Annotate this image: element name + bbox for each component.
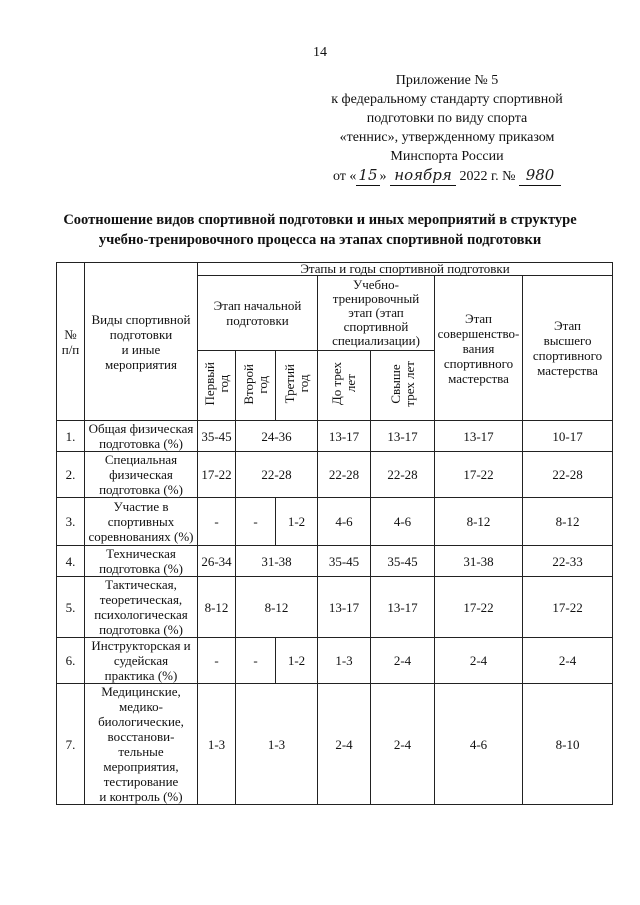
appendix-line-2: к федеральному стандарту спортивной <box>331 92 563 107</box>
date-prefix: от « <box>332 169 357 184</box>
cell-year-3: 1-2 <box>276 638 318 684</box>
page-number: 14 <box>313 45 327 60</box>
cell-year-1: 8-12 <box>198 577 236 638</box>
header-up-to-3-years: До трех лет <box>329 362 358 406</box>
header-types: Виды спортивной подготовки и иные мероприятия <box>85 263 198 421</box>
document-title <box>40 210 600 250</box>
date-year: 2022 г. № <box>459 169 516 184</box>
cell-year-1: 35-45 <box>198 421 236 452</box>
cell-year-3: 1-2 <box>276 498 318 546</box>
cell-highest: 22-28 <box>523 452 613 498</box>
cell-over-3: 2-4 <box>371 684 435 805</box>
header-stage-training: Учебно- тренировочный этап (этап спортивной специализации) <box>318 276 435 351</box>
cell-over-3: 13-17 <box>371 421 435 452</box>
cell-over-3: 35-45 <box>371 546 435 577</box>
cell-year-1: - <box>198 498 236 546</box>
appendix-line-4: «теннис», утвержденному приказом <box>339 130 555 145</box>
table-row <box>57 546 613 577</box>
cell-over-3: 13-17 <box>371 577 435 638</box>
table-row <box>57 498 613 546</box>
title-line-1: Соотношение видов спортивной подготовки и иных мероприятий в структуре <box>63 212 577 228</box>
row-name: Медицинские, медико- биологические, восстанови- тельные мероприятия, тестирование и контроль (%) <box>85 684 198 805</box>
cell-up-to-3: 13-17 <box>318 421 371 452</box>
appendix-line-3: подготовки по виду спорта <box>366 111 528 126</box>
cell-highest: 10-17 <box>523 421 613 452</box>
cell-year-1: 17-22 <box>198 452 236 498</box>
cell-improvement: 2-4 <box>435 638 523 684</box>
cell-up-to-3: 22-28 <box>318 452 371 498</box>
header-year-3: Третий год <box>281 364 311 404</box>
header-year-3-cell <box>276 351 318 421</box>
cell-over-3: 2-4 <box>371 638 435 684</box>
cell-year-2: - <box>236 498 276 546</box>
header-stage-initial: Этап начальной подготовки <box>198 276 318 351</box>
row-name: Техническая подготовка (%) <box>85 546 198 577</box>
header-stage-highest: Этап высшего спортивного мастерства <box>523 276 613 421</box>
row-name: Специальная физическая подготовка (%) <box>85 452 198 498</box>
cell-up-to-3: 13-17 <box>318 577 371 638</box>
cell-year-1: 26-34 <box>198 546 236 577</box>
cell-improvement: 17-22 <box>435 452 523 498</box>
cell-years-2-3: 31-38 <box>236 546 318 577</box>
training-ratio-table <box>56 262 613 805</box>
header-stages-group: Этапы и годы спортивной подготовки <box>198 263 613 276</box>
header-number: № п/п <box>57 263 85 421</box>
date-mid: » <box>379 169 387 184</box>
appendix-line-5: Минспорта России <box>390 149 504 164</box>
row-name: Общая физическая подготовка (%) <box>85 421 198 452</box>
header-year-1: Первый год <box>201 362 231 406</box>
header-year-1-cell <box>198 351 236 421</box>
row-number: 1. <box>57 421 85 452</box>
cell-over-3: 4-6 <box>371 498 435 546</box>
cell-highest: 8-10 <box>523 684 613 805</box>
cell-year-1: - <box>198 638 236 684</box>
appendix-line-1: Приложение № 5 <box>395 73 499 88</box>
row-number: 3. <box>57 498 85 546</box>
header-up-to-3-cell <box>318 351 371 421</box>
header-stage-improvement: Этап совершенство- вания спортивного мастерства <box>435 276 523 421</box>
table-row <box>57 421 613 452</box>
cell-up-to-3: 4-6 <box>318 498 371 546</box>
cell-highest: 2-4 <box>523 638 613 684</box>
cell-years-2-3: 1-3 <box>236 684 318 805</box>
cell-highest: 8-12 <box>523 498 613 546</box>
order-date-line <box>282 166 612 186</box>
cell-up-to-3: 35-45 <box>318 546 371 577</box>
cell-up-to-3: 2-4 <box>318 684 371 805</box>
order-number: 980 <box>519 166 561 186</box>
row-number: 6. <box>57 638 85 684</box>
header-year-2: Второй год <box>240 363 270 405</box>
row-name: Инструкторская и судейская практика (%) <box>85 638 198 684</box>
cell-improvement: 8-12 <box>435 498 523 546</box>
cell-year-2: - <box>236 638 276 684</box>
cell-years-2-3: 22-28 <box>236 452 318 498</box>
cell-years-2-3: 8-12 <box>236 577 318 638</box>
cell-improvement: 4-6 <box>435 684 523 805</box>
date-day: 15 <box>358 166 378 184</box>
table-row <box>57 684 613 805</box>
cell-highest: 17-22 <box>523 577 613 638</box>
cell-years-2-3: 24-36 <box>236 421 318 452</box>
cell-up-to-3: 1-3 <box>318 638 371 684</box>
cell-highest: 22-33 <box>523 546 613 577</box>
row-number: 4. <box>57 546 85 577</box>
row-name: Тактическая, теоретическая, психологическая подготовка (%) <box>85 577 198 638</box>
header-over-3-years: Свыше трех лет <box>387 361 417 407</box>
row-name: Участие в спортивных соревнованиях (%) <box>85 498 198 546</box>
cell-improvement: 31-38 <box>435 546 523 577</box>
row-number: 7. <box>57 684 85 805</box>
title-line-2: учебно-тренировочного процесса на этапах спортивной подготовки <box>98 232 542 248</box>
table-row <box>57 452 613 498</box>
table-row <box>57 638 613 684</box>
cell-improvement: 17-22 <box>435 577 523 638</box>
header-year-2-cell <box>236 351 276 421</box>
appendix-header <box>282 71 612 186</box>
date-month: ноября <box>390 166 456 186</box>
cell-year-1: 1-3 <box>198 684 236 805</box>
cell-over-3: 22-28 <box>371 452 435 498</box>
row-number: 5. <box>57 577 85 638</box>
header-over-3-cell <box>371 351 435 421</box>
row-number: 2. <box>57 452 85 498</box>
table-row <box>57 577 613 638</box>
cell-improvement: 13-17 <box>435 421 523 452</box>
